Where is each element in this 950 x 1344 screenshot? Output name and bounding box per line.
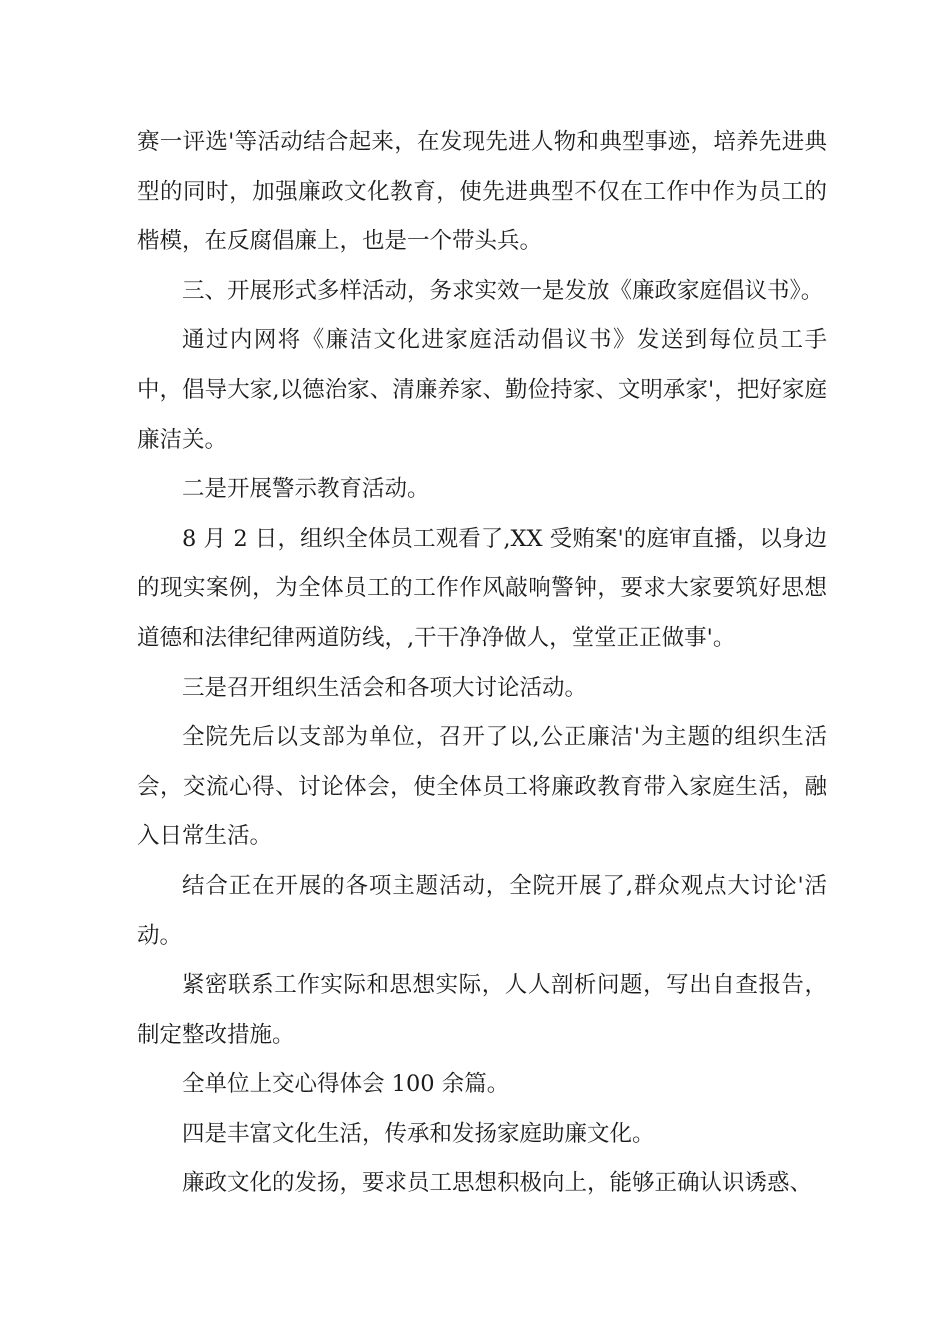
paragraph-11: 四是丰富文化生活，传承和发扬家庭助廉文化。 xyxy=(182,1120,655,1147)
paragraph-5: 8 月 2 日，组织全体员工观看了,XX 受贿案'的庭审直播，以身边的现实案例，为全体员工的工作作风敲响警钟，要求大家要筑好思想道德和法律纪律两道防线，,干干净净做人，堂堂正正做事'。 xyxy=(137,525,827,651)
paragraph-3: 通过内网将《廉洁文化进家庭活动倡议书》发送到每位员工手中，倡导大家,以德治家、清廉养家、勤俭持家、文明承家'，把好家庭廉洁关。 xyxy=(137,327,827,453)
paragraph-2: 三、开展形式多样活动，务求实效一是发放《廉政家庭倡议书》。 xyxy=(182,277,824,304)
document-body xyxy=(137,118,827,1209)
paragraph-6: 三是召开组织生活会和各项大讨论活动。 xyxy=(182,674,588,701)
paragraph-10: 全单位上交心得体会 100 余篇。 xyxy=(182,1071,510,1098)
paragraph-9: 紧密联系工作实际和思想实际，人人剖析问题，写出自查报告，制定整改措施。 xyxy=(137,972,827,1048)
paragraph-7: 全院先后以支部为单位，召开了以,公正廉洁'为主题的组织生活会，交流心得、讨论体会，使全体员工将廉政教育带入家庭生活，融入日常生活。 xyxy=(137,724,827,850)
paragraph-1: 赛一评选'等活动结合起来，在发现先进人物和典型事迹，培养先进典型的同时，加强廉政文化教育，使先进典型不仅在工作中作为员工的楷模，在反腐倡廉上，也是一个带头兵。 xyxy=(137,129,827,255)
paragraph-4: 二是开展警示教育活动。 xyxy=(182,476,430,503)
paragraph-8: 结合正在开展的各项主题活动，全院开展了,群众观点大讨论'活动。 xyxy=(137,872,827,949)
paragraph-12: 廉政文化的发扬，要求员工思想积极向上，能够正确认识诱惑、 xyxy=(182,1170,813,1197)
